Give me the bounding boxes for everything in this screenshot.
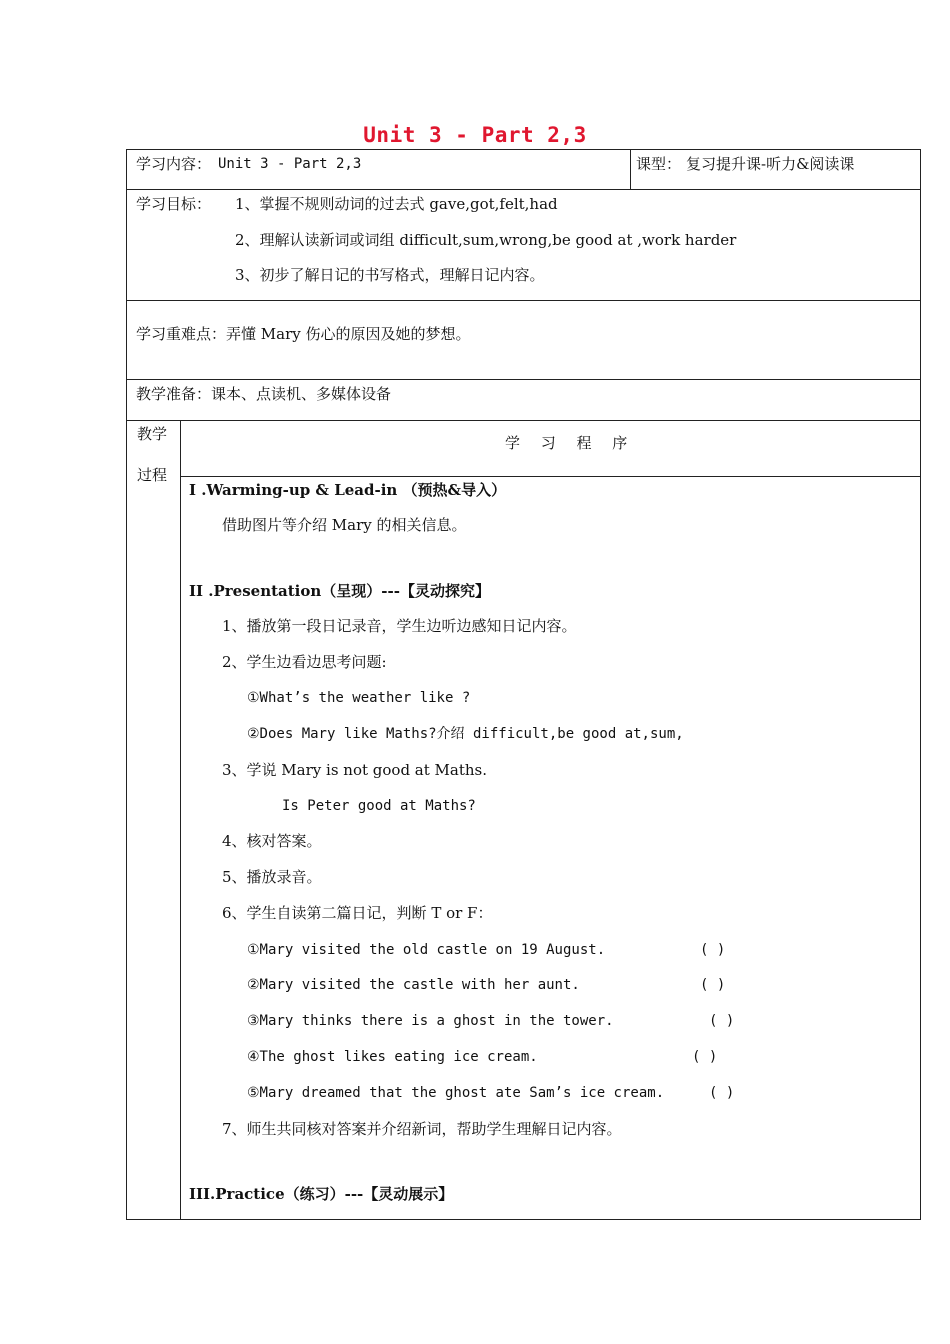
section1-item: 借助图片等介绍 Mary 的相关信息。 [222,516,467,534]
tf-answer-blank: ( ) [700,942,726,958]
step-6: 6、学生自读第二篇日记，判断 T or F： [222,904,493,922]
objectives-label: 学习目标： [136,195,212,213]
content-value: Unit 3 - Part 2,3 [218,156,362,172]
step-1: 1、播放第一段日记录音，学生边听边感知日记内容。 [222,617,577,635]
type-label: 课型： [636,155,682,173]
tf-statement: ③Mary thinks there is a ghost in the tower. [247,1013,614,1029]
tf-statement: ②Mary visited the castle with her aunt. [247,977,580,993]
tf-answer-blank: ( ) [709,1013,735,1029]
tf-answer-blank: ( ) [692,1049,718,1065]
preparation-text: 教学准备：课本、点读机、多媒体设备 [136,385,392,403]
section2-title: II .Presentation（呈现）---【灵动探究】 [189,582,490,600]
type-value: 复习提升课-听力&阅读课 [686,155,855,173]
question-b: ②Does Mary like Maths?介绍 difficult,be good at,sum, [247,726,684,742]
content-label: 学习内容： [136,155,212,173]
objective-item: 1、掌握不规则动词的过去式 gave,got,felt,had [235,195,558,213]
step-5: 5、播放录音。 [222,868,322,886]
tf-statement: ④The ghost likes eating ice cream. [247,1049,538,1065]
step-3: 3、学说 Mary is not good at Maths. [222,761,488,779]
key-points-text: 学习重难点：弄懂 Mary 伤心的原因及她的梦想。 [136,325,471,343]
question-a: ①What’s the weather like ? [247,690,471,706]
objective-item: 3、初步了解日记的书写格式，理解日记内容。 [235,266,545,284]
process-heading: 学 习 程 序 [505,434,636,452]
step-3-question: Is Peter good at Maths? [282,798,476,814]
tf-answer-blank: ( ) [700,977,726,993]
section3-title: III.Practice（练习）---【灵动展示】 [189,1185,454,1203]
tf-answer-blank: ( ) [709,1085,735,1101]
process-label-cell [126,420,181,1220]
step-7: 7、师生共同核对答案并介绍新词，帮助学生理解日记内容。 [222,1120,622,1138]
process-label-line1: 教学 [137,425,168,443]
process-label-line2: 过程 [137,466,168,484]
page-title: Unit 3 - Part 2,3 [363,123,587,147]
objective-item: 2、理解认读新词或词组 difficult,sum,wrong,be good at ,work harder [235,231,737,249]
section1-title: I .Warming-up & Lead-in （预热&导入） [189,481,507,499]
step-2: 2、学生边看边思考问题: [222,653,387,671]
tf-statement: ⑤Mary dreamed that the ghost ate Sam’s ice cream. [247,1085,665,1101]
step-4: 4、核对答案。 [222,832,322,850]
tf-statement: ①Mary visited the old castle on 19 August. [247,942,606,958]
